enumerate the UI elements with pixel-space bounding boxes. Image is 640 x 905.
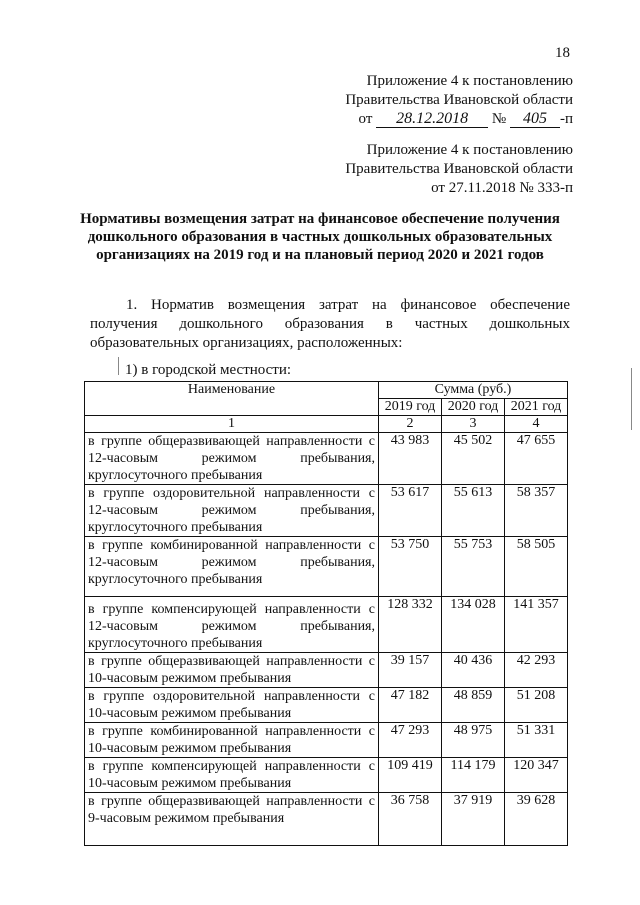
original-appendix-block	[345, 141, 573, 198]
value-2020: 55 613	[442, 485, 505, 537]
table-row	[85, 485, 568, 537]
table-row	[85, 597, 568, 653]
value-2021: 39 628	[505, 793, 568, 846]
value-2021: 58 505	[505, 537, 568, 597]
value-2019: 128 332	[379, 597, 442, 653]
row-name: в группе компенсирующей направленности с 10-часовым режимом пребывания	[85, 758, 379, 793]
value-2020: 45 502	[442, 433, 505, 485]
value-2019: 47 293	[379, 723, 442, 758]
value-2021: 47 655	[505, 433, 568, 485]
value-2020: 40 436	[442, 653, 505, 688]
row-name: в группе общеразвивающей направленности с 9-часовым режимом пребывания	[85, 793, 379, 846]
value-2020: 37 919	[442, 793, 505, 846]
value-2021: 58 357	[505, 485, 568, 537]
scan-edge-mark	[631, 368, 632, 430]
original-appendix-line1: Приложение 4 к постановлению	[366, 142, 573, 158]
table-colnum-row	[85, 416, 568, 433]
page-number: 18	[555, 45, 570, 61]
col-number: 4	[505, 416, 568, 433]
table-row	[85, 688, 568, 723]
value-2021: 42 293	[505, 653, 568, 688]
value-2019: 39 157	[379, 653, 442, 688]
row-name: в группе общеразвивающей направленности с 12-часовым режимом пребывания, круглосуточного пребывания	[85, 433, 379, 485]
subheading: 1) в городской местности:	[125, 362, 292, 378]
scan-mark	[118, 357, 119, 375]
header-sum: Сумма (руб.)	[379, 382, 568, 399]
value-2020: 55 753	[442, 537, 505, 597]
handwritten-date: 28.12.2018	[376, 111, 488, 128]
original-appendix-line2: Правительства Ивановской области	[345, 161, 573, 177]
table-header-row	[85, 382, 568, 399]
col-number: 1	[85, 416, 379, 433]
row-name: в группе общеразвивающей направленности с 10-часовым режимом пребывания	[85, 653, 379, 688]
original-appendix-line3: от 27.11.2018 № 333-п	[431, 180, 573, 196]
col-number: 2	[379, 416, 442, 433]
value-2021: 120 347	[505, 758, 568, 793]
value-2019: 109 419	[379, 758, 442, 793]
value-2021: 51 208	[505, 688, 568, 723]
col-number: 3	[442, 416, 505, 433]
row-name: в группе оздоровительной направленности с 10-часовым режимом пребывания	[85, 688, 379, 723]
number-prefix: №	[491, 111, 507, 127]
table-row	[85, 723, 568, 758]
value-2020: 48 859	[442, 688, 505, 723]
number-suffix: -п	[559, 111, 573, 127]
handwritten-number: 405	[510, 111, 560, 128]
value-2019: 53 617	[379, 485, 442, 537]
table-row	[85, 653, 568, 688]
header-year-2020: 2020 год	[442, 399, 505, 416]
header-year-2021: 2021 год	[505, 399, 568, 416]
from-prefix: от	[358, 111, 373, 127]
row-name: в группе комбинированной направленности с 10-часовым режимом пребывания	[85, 723, 379, 758]
amended-appendix-line2: Правительства Ивановской области	[345, 92, 573, 108]
value-2020: 48 975	[442, 723, 505, 758]
intro-paragraph	[90, 296, 570, 353]
value-2020: 114 179	[442, 758, 505, 793]
value-2021: 141 357	[505, 597, 568, 653]
row-name: в группе оздоровительной направленности с 12-часовым режимом пребывания, круглосуточного пребывания	[85, 485, 379, 537]
table-row	[85, 537, 568, 597]
amended-appendix-line3	[345, 110, 573, 129]
table-row	[85, 758, 568, 793]
value-2019: 43 983	[379, 433, 442, 485]
table-row	[85, 433, 568, 485]
header-name: Наименование	[85, 382, 379, 416]
intro-paragraph-text: 1. Норматив возмещения затрат на финансовое обеспечение получения дошкольного образования в частных дошкольных образовательных организациях, расположенных:	[90, 297, 570, 351]
value-2021: 51 331	[505, 723, 568, 758]
amended-appendix-line1: Приложение 4 к постановлению	[366, 73, 573, 89]
value-2019: 47 182	[379, 688, 442, 723]
row-name: в группе комбинированной направленности с 12-часовым режимом пребывания, круглосуточного пребывания	[85, 537, 379, 597]
header-year-2019: 2019 год	[379, 399, 442, 416]
value-2019: 53 750	[379, 537, 442, 597]
row-name: в группе компенсирующей направленности с 12-часовым режимом пребывания, круглосуточного пребывания	[85, 597, 379, 653]
document-title: Нормативы возмещения затрат на финансовое обеспечение получения дошкольного образования в частных дошкольных образовательных организациях на 2019 год и на плановый период 2020 и 2021 годов	[80, 211, 560, 263]
value-2019: 36 758	[379, 793, 442, 846]
amended-appendix-block	[345, 72, 573, 129]
table-row	[85, 793, 568, 846]
cost-table	[84, 381, 568, 846]
value-2020: 134 028	[442, 597, 505, 653]
